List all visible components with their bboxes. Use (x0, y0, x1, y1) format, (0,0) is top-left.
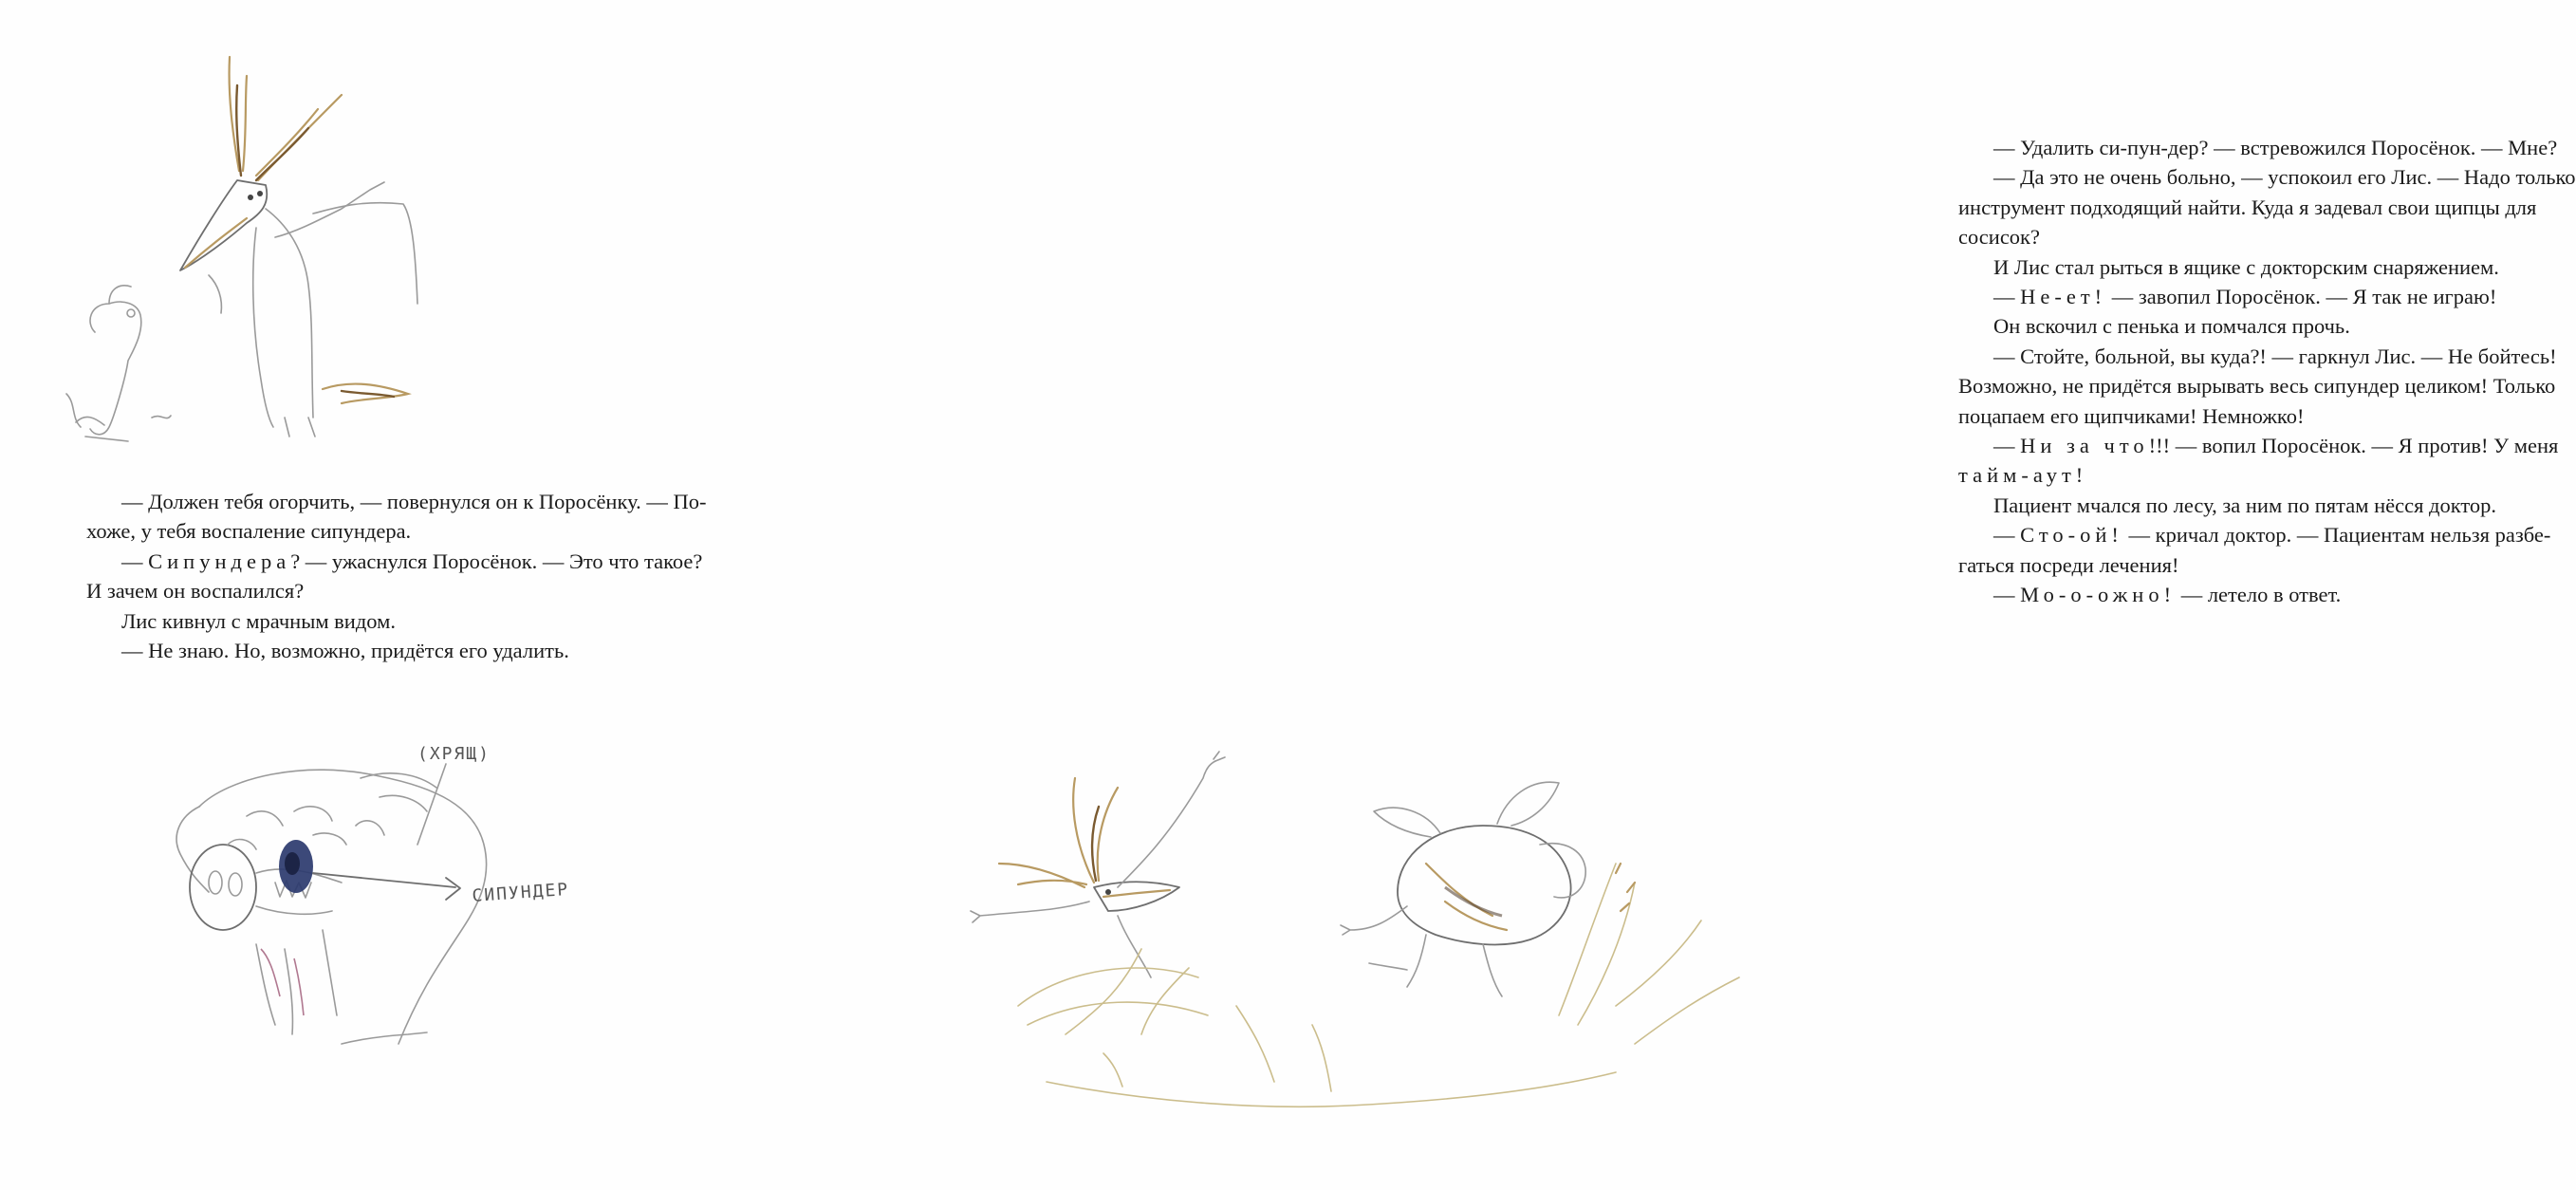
paragraph-line (1958, 252, 2576, 282)
text-segment: — завопил Поросёнок. — Я так не играю! (2106, 285, 2497, 309)
paragraph-line (1958, 282, 2576, 311)
text-segment: — Должен тебя огорчить, — повернулся он к Поросёнку. — По- (121, 490, 707, 513)
text-segment: Лис кивнул с мрачным видом. (121, 608, 396, 633)
right-page-text (1958, 133, 2576, 610)
paragraph-line (86, 636, 706, 665)
paragraph-line (1958, 491, 2576, 520)
text-segment: Он вскочил с пенька и помчался прочь. (1993, 314, 2350, 339)
text-segment: — Стойте, больной, вы куда?! — гаркнул Лис. — Не бойтесь! (1993, 344, 2557, 368)
paragraph-line (1958, 133, 2576, 162)
left-page (0, 0, 923, 1190)
paragraph-line (1958, 520, 2576, 549)
fox-ears-sketch (230, 57, 342, 180)
text-segment: — кричал доктор. — Пациентам нельзя разбе- (2122, 523, 2551, 548)
running-pig-sketch (1341, 782, 1585, 996)
diagram-label-cartilage: (ХРЯЩ) (417, 744, 491, 764)
paragraph-line (1958, 342, 2576, 371)
text-segment: — Удалить си-пун-дер? — встревожился Поросёнок. — Мне? (1993, 136, 2558, 159)
text-segment: — (121, 549, 149, 573)
text-segment: И зачем он воспалился? (86, 579, 305, 604)
paragraph-line (86, 547, 706, 576)
pig-anatomy-illustration (171, 721, 683, 1053)
text-segment: ! (2075, 463, 2084, 488)
running-fox-sketch (971, 752, 1225, 977)
spaced-emphasis-text: Мо-о-ожно! (2020, 583, 2177, 607)
text-segment: — Не знаю. Но, возможно, придётся его удалить. (121, 639, 569, 663)
left-page-text (86, 487, 706, 665)
text-segment: !!! — вопил Поросёнок. — Я против! У меня (2148, 434, 2559, 458)
text-segment: ? — ужаснулся Поросёнок. — Это что такое? (290, 549, 703, 573)
spaced-emphasis-text: Не-ет! (2020, 285, 2107, 309)
spaced-emphasis-text: Сипундера (148, 549, 291, 573)
text-segment: — летело в ответ. (2176, 583, 2342, 607)
paragraph-line (1958, 311, 2576, 341)
paragraph-line (86, 487, 706, 516)
spaced-emphasis-text: Сто-ой! (2020, 523, 2123, 548)
chase-illustration (952, 721, 1806, 1120)
sipunder-organ-sketch (279, 840, 313, 893)
paragraph-line (86, 606, 706, 636)
grass-sketch (1018, 864, 1739, 1106)
paragraph-line (1958, 371, 2576, 400)
paragraph-line (1958, 580, 2576, 609)
text-segment: инструмент подходящий найти. Куда я задевал свои щипцы для (1958, 195, 2537, 219)
spaced-emphasis-text: тайм-аут (1958, 463, 2076, 488)
paragraph-line (1958, 222, 2576, 251)
text-segment: Возможно, не придётся вырывать весь сипундер целиком! Только (1958, 374, 2556, 399)
text-segment: — (1993, 285, 2021, 309)
paragraph-line (1958, 460, 2576, 490)
pig-head-sketch (176, 770, 487, 1044)
pig-sitting-sketch (66, 286, 171, 441)
paragraph-line (86, 576, 706, 605)
paragraph-line (1958, 162, 2576, 192)
text-segment: гаться посреди лечения! (1958, 552, 2179, 577)
paragraph-line (1958, 550, 2576, 580)
text-segment: — Да это не очень больно, — успокоил его Лис. — Надо только (1993, 165, 2576, 190)
paragraph-line (86, 516, 706, 546)
text-segment: поцапаем его щипчиками! Немножко! (1958, 403, 2305, 428)
text-segment: — (1993, 434, 2021, 458)
spaced-emphasis-text: Ни за что (2020, 434, 2149, 458)
text-segment: хоже, у тебя воспаление сипундера. (86, 519, 412, 544)
paragraph-line (1958, 193, 2576, 222)
paragraph-line (1958, 431, 2576, 460)
text-segment: И Лис стал рыться в ящике с докторским снаряжением. (1993, 254, 2499, 279)
text-segment: — (1993, 523, 2021, 548)
fox-body-sketch (209, 182, 417, 437)
diagram-label-sipunder: СИПУНДЕР (471, 879, 570, 906)
text-segment: сосисок? (1958, 225, 2040, 250)
text-segment: — (1993, 583, 2021, 607)
right-page (923, 0, 2576, 1190)
paragraph-line (1958, 401, 2576, 431)
text-segment: Пациент мчался по лесу, за ним по пятам нёсся доктор. (1993, 493, 2497, 517)
fox-doctor-illustration (57, 19, 484, 456)
